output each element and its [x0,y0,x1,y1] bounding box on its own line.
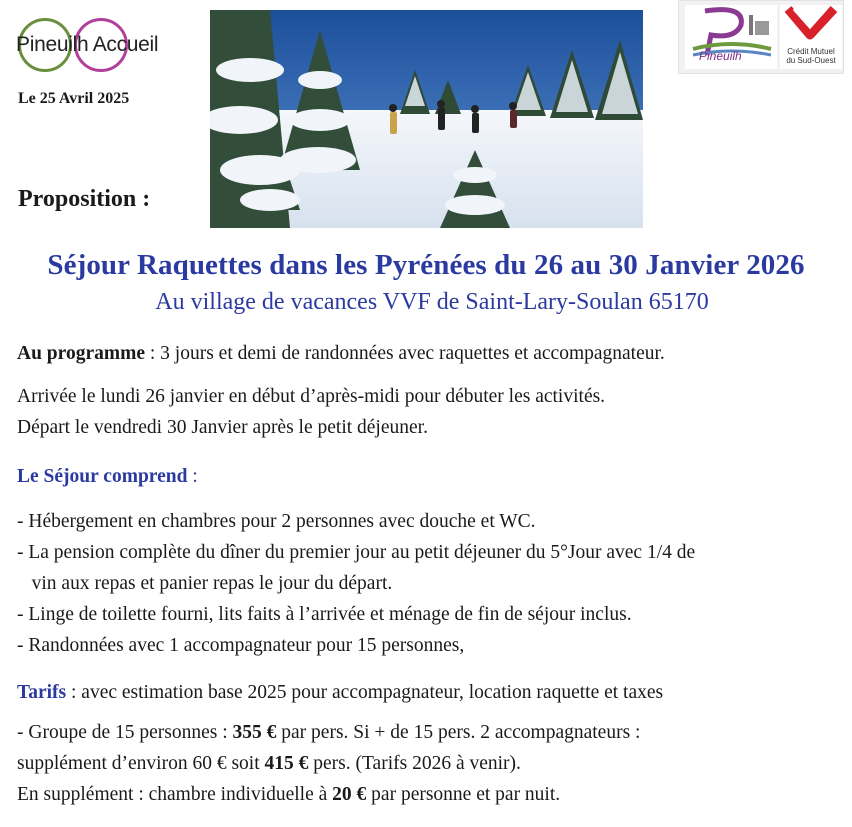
depart-line: Départ le vendredi 30 Janvier après le petit déjeuner. [17,417,428,438]
tarifs-label: Tarifs [17,682,67,703]
document-date: Le 25 Avril 2025 [18,90,130,107]
comprend-suffix: : [187,466,198,487]
credit-mutuel-text: Crédit Mutuel du Sud-Ouest [786,47,836,65]
pineuilh-logo-text: Pineuilh [699,49,742,63]
page-subtitle: Au village de vacances VVF de Saint-Lary-Soulan 65170 [155,289,709,315]
programme-line [17,342,665,366]
price-supplement: 415 € [264,753,309,774]
list-item: - Randonnées avec 1 accompagnateur pour 15 personnes, [17,635,465,656]
snowshoe-photo [210,10,643,228]
price-base: 355 € [232,722,277,743]
tarifs-text: : avec estimation base 2025 pour accompagnateur, location raquette et taxes [66,682,664,703]
price-single-room: 20 € [332,784,367,805]
pineuilh-logo [685,5,777,69]
proposition-heading: Proposition : [18,186,151,212]
arrivee-line: Arrivée le lundi 26 janvier en début d’après-midi pour débuter les activités. [17,386,606,407]
pineuilh-accueil-logo [16,16,196,76]
list-item: - La pension complète du dîner du premier jour au petit déjeuner du 5°Jour avec 1/4 de [17,542,696,563]
partner-logos [678,0,844,74]
individuelle-line: En supplément : chambre individuelle à 20 € par personne et par nuit. [17,784,561,805]
page-title: Séjour Raquettes dans les Pyrénées du 26 au 30 Janvier 2026 [47,249,805,281]
comprend-heading [17,465,198,489]
credit-mutuel-logo [780,5,842,69]
comprend-label: Le Séjour comprend [17,466,188,487]
list-item: - Linge de toilette fourni, lits faits à l’arrivée et ménage de fin de séjour inclus. [17,604,632,625]
groupe-line: - Groupe de 15 personnes : 355 € par pers. Si + de 15 pers. 2 accompagnateurs : [17,722,641,743]
list-item: vin aux repas et panier repas le jour du départ. [17,573,393,594]
list-item: - Hébergement en chambres pour 2 personnes avec douche et WC. [17,511,536,532]
supplement-line: supplément d’environ 60 € soit 415 € pers. (Tarifs 2026 à venir). [17,753,521,774]
programme-label: Au programme [17,343,145,364]
programme-text: : 3 jours et demi de randonnées avec raquettes et accompagnateur. [145,343,665,364]
tarifs-line [17,681,663,705]
logo-text: Pineuilh Accueil [16,33,159,56]
